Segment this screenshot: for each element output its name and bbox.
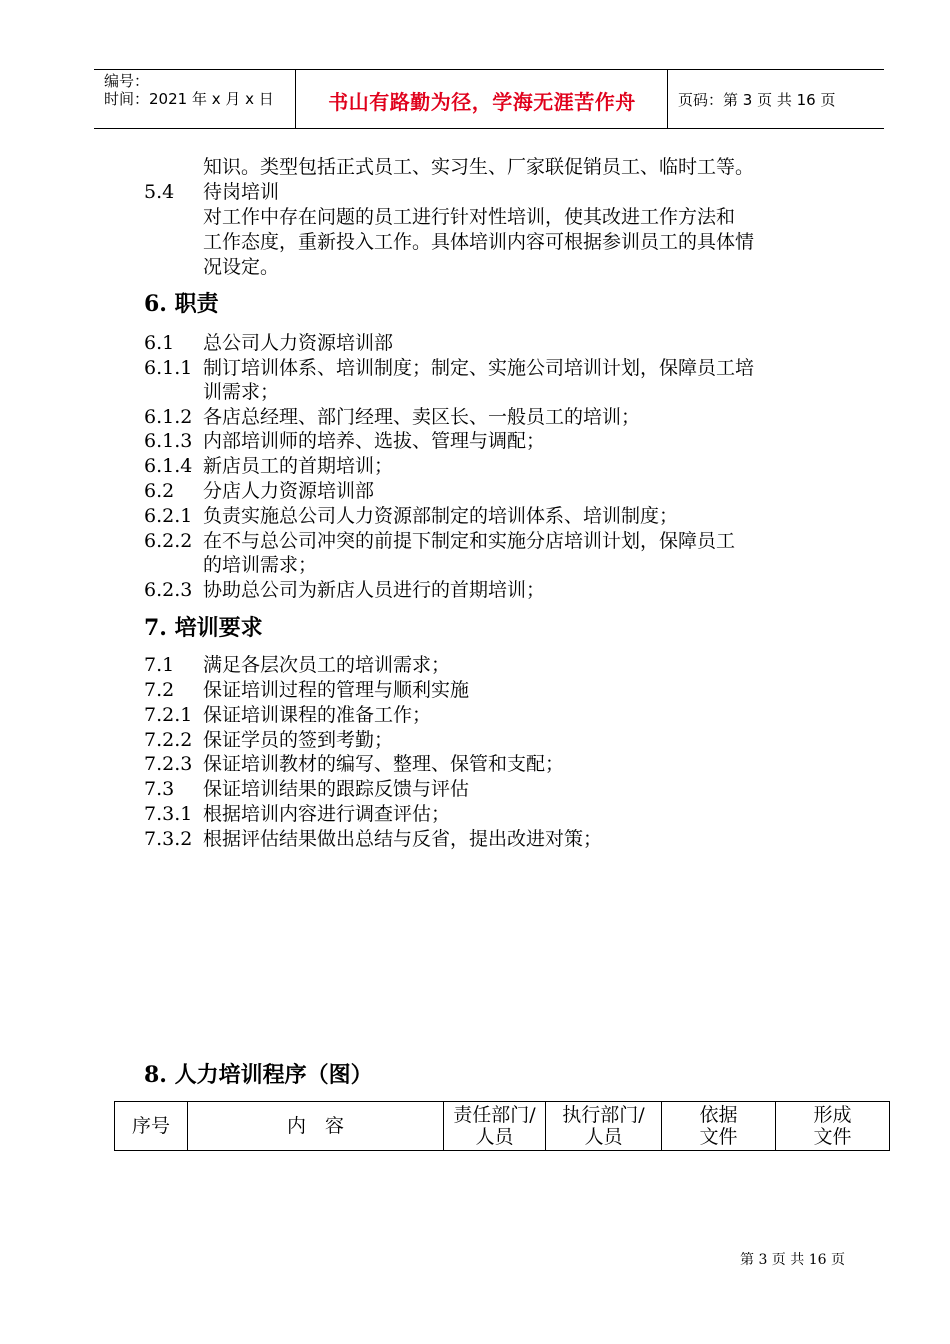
header-cell-text: 责任部门/ — [453, 1104, 536, 1126]
header-cell-text: 执行部门/ — [562, 1104, 645, 1126]
header-cell-text: 人员 — [475, 1126, 514, 1148]
table-header-cell — [546, 1102, 662, 1150]
header-top-rule — [94, 69, 884, 70]
item-number: 6.1.1 — [144, 357, 193, 379]
item-5-4-line-1: 对工作中存在问题的员工进行针对性培训，使其改进工作方法和 — [203, 206, 736, 228]
table-header-cell — [188, 1102, 444, 1150]
item-text: 的培训需求； — [203, 554, 318, 576]
item-number: 7.2.3 — [144, 753, 193, 775]
item-text: 总公司人力资源培训部 — [203, 332, 394, 354]
item-text: 保证培训过程的管理与顺利实施 — [203, 679, 470, 701]
table-header-cell — [115, 1102, 188, 1150]
item-text: 保证培训教材的编写、整理、保管和支配； — [203, 753, 565, 775]
item-text: 新店员工的首期培训； — [203, 455, 394, 477]
item-number: 7.3 — [144, 778, 175, 800]
header-code-label: 编号： — [104, 72, 150, 90]
item-text: 在不与总公司冲突的前提下制定和实施分店培训计划，保障员工 — [203, 530, 736, 552]
item-number: 7.3.2 — [144, 828, 193, 850]
header-cell-text: 文件 — [699, 1126, 738, 1148]
item-number: 7.2.1 — [144, 704, 193, 726]
item-5-4-title: 待岗培训 — [203, 181, 280, 203]
item-number: 7.2.2 — [144, 729, 193, 751]
item-number: 6.2.1 — [144, 505, 193, 527]
item-number: 6.1.4 — [144, 455, 193, 477]
item-5-4-number: 5.4 — [144, 181, 175, 203]
header-bottom-rule — [94, 128, 884, 129]
item-text: 根据评估结果做出总结与反省，提出改进对策； — [203, 828, 603, 850]
section7-heading: 7. 培训要求 — [144, 615, 263, 641]
table-header-cell — [662, 1102, 776, 1150]
item-text: 负责实施总公司人力资源部制定的培训体系、培训制度； — [203, 505, 679, 527]
header-time-label: 时间：2021 年 x 月 x 日 — [104, 90, 274, 108]
item-text: 各店总经理、部门经理、卖区长、一般员工的培训； — [203, 406, 641, 428]
header-cell-text: 内 容 — [286, 1115, 344, 1137]
item-number: 7.2 — [144, 679, 175, 701]
item-text: 保证培训课程的准备工作； — [203, 704, 432, 726]
item-text: 制订培训体系、培训制度；制定、实施公司培训计划，保障员工培 — [203, 357, 755, 379]
item-5-4-line-2: 工作态度，重新投入工作。具体培训内容可根据参训员工的具体情 — [203, 231, 755, 253]
item-5-4-line-3: 况设定。 — [203, 256, 280, 278]
item-text: 满足各层次员工的培训需求； — [203, 654, 451, 676]
item-text: 协助总公司为新店人员进行的首期培训； — [203, 579, 546, 601]
table-header-cell — [776, 1102, 889, 1150]
header-cell-text: 依据 — [699, 1104, 738, 1126]
item-number: 6.2 — [144, 480, 175, 502]
footer-page-number: 第 3 页 共 16 页 — [740, 1252, 845, 1268]
section8-heading: 8. 人力培训程序（图） — [144, 1062, 373, 1088]
table-header-cell — [444, 1102, 546, 1150]
item-text: 训需求； — [203, 381, 280, 403]
header-page-label: 页码：第 3 页 共 16 页 — [678, 91, 836, 109]
section5-continuation: 知识。类型包括正式员工、实习生、厂家联促销员工、临时工等。 — [203, 156, 755, 178]
item-number: 6.1.3 — [144, 430, 193, 452]
item-number: 6.2.2 — [144, 530, 193, 552]
item-text: 分店人力资源培训部 — [203, 480, 375, 502]
header-motto: 书山有路勤为径，学海无涯苦作舟 — [328, 90, 636, 114]
item-number: 7.3.1 — [144, 803, 193, 825]
header-cell-text: 人员 — [584, 1126, 623, 1148]
header-cell-text: 文件 — [813, 1126, 852, 1148]
item-text: 保证培训结果的跟踪反馈与评估 — [203, 778, 470, 800]
header-cell-text: 序号 — [131, 1115, 170, 1137]
item-number: 6.2.3 — [144, 579, 193, 601]
item-text: 保证学员的签到考勤； — [203, 729, 394, 751]
procedure-table-header — [114, 1101, 890, 1151]
section6-heading: 6. 职责 — [144, 291, 219, 317]
header-cell-text: 形成 — [813, 1104, 852, 1126]
item-text: 内部培训师的培养、选拔、管理与调配； — [203, 430, 546, 452]
item-text: 根据培训内容进行调查评估； — [203, 803, 451, 825]
item-number: 7.1 — [144, 654, 175, 676]
item-number: 6.1.2 — [144, 406, 193, 428]
item-number: 6.1 — [144, 332, 175, 354]
